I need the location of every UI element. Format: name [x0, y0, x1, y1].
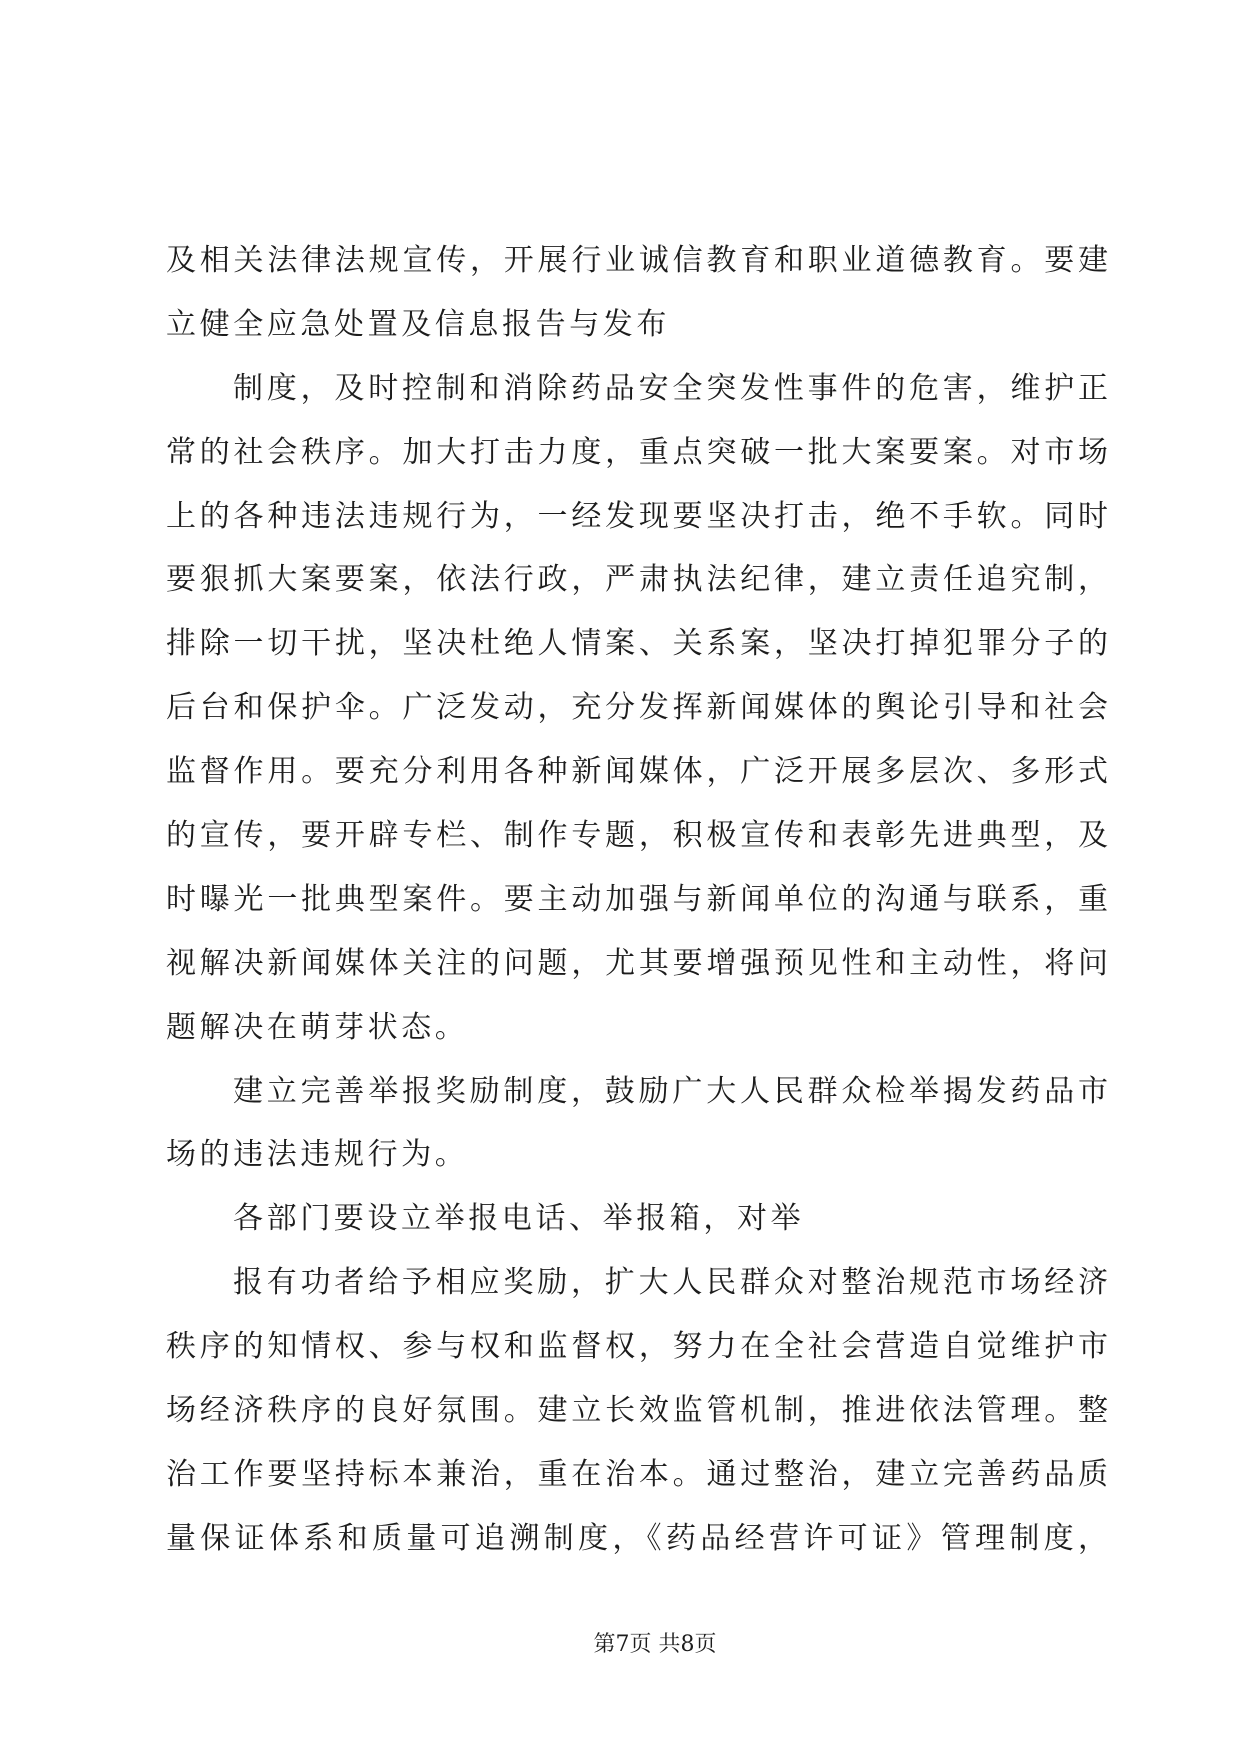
text-line: 报有功者给予相应奖励，扩大人民群众对整治规范市场经济 [233, 1265, 1108, 1301]
text-line: 秩序的知情权、参与权和监督权，努力在全社会营造自觉维护市 [166, 1329, 1108, 1365]
paragraph [166, 1187, 1108, 1251]
text-line: 排除一切干扰，坚决杜绝人情案、关系案，坚决打掉犯罪分子的 [166, 626, 1108, 662]
paragraph [166, 229, 1108, 357]
paragraph [166, 1060, 1108, 1188]
text-line: 时曝光一批典型案件。要主动加强与新闻单位的沟通与联系，重 [166, 881, 1108, 917]
text-line: 量保证体系和质量可追溯制度，《药品经营许可证》管理制度， [166, 1520, 1108, 1556]
text-line: 建立完善举报奖励制度，鼓励广大人民群众检举揭发药品市 [233, 1073, 1108, 1109]
text-line: 常的社会秩序。加大打击力度，重点突破一批大案要案。对市场 [166, 434, 1108, 470]
text-line: 场的违法违规行为。 [166, 1137, 469, 1173]
body-text [166, 229, 1108, 1571]
text-line: 监督作用。要充分利用各种新闻媒体，广泛开展多层次、多形式 [166, 754, 1108, 790]
text-line: 要狠抓大案要案，依法行政，严肃执法纪律，建立责任追究制， [166, 562, 1108, 598]
text-line: 各部门要设立举报电话、举报箱，对举 [233, 1201, 805, 1237]
paragraph [166, 1251, 1108, 1570]
text-line: 的宣传，要开辟专栏、制作专题，积极宣传和表彰先进典型，及 [166, 818, 1108, 854]
text-line: 上的各种违法违规行为，一经发现要坚决打击，绝不手软。同时 [166, 498, 1108, 534]
page-number-footer: 第7页 共8页 [593, 1632, 717, 1657]
text-line: 立健全应急处置及信息报告与发布 [166, 306, 670, 342]
text-line: 题解决在萌芽状态。 [166, 1009, 469, 1045]
text-line: 治工作要坚持标本兼治，重在治本。通过整治，建立完善药品质 [166, 1456, 1108, 1492]
text-line: 后台和保护伞。广泛发动，充分发挥新闻媒体的舆论引导和社会 [166, 690, 1108, 726]
text-line: 视解决新闻媒体关注的问题，尤其要增强预见性和主动性，将问 [166, 945, 1108, 981]
text-line: 及相关法律法规宣传，开展行业诚信教育和职业道德教育。要建 [166, 243, 1108, 278]
paragraph [166, 357, 1108, 1060]
text-line: 制度，及时控制和消除药品安全突发性事件的危害，维护正 [233, 370, 1108, 406]
text-line: 场经济秩序的良好氛围。建立长效监管机制，推进依法管理。整 [166, 1393, 1108, 1429]
